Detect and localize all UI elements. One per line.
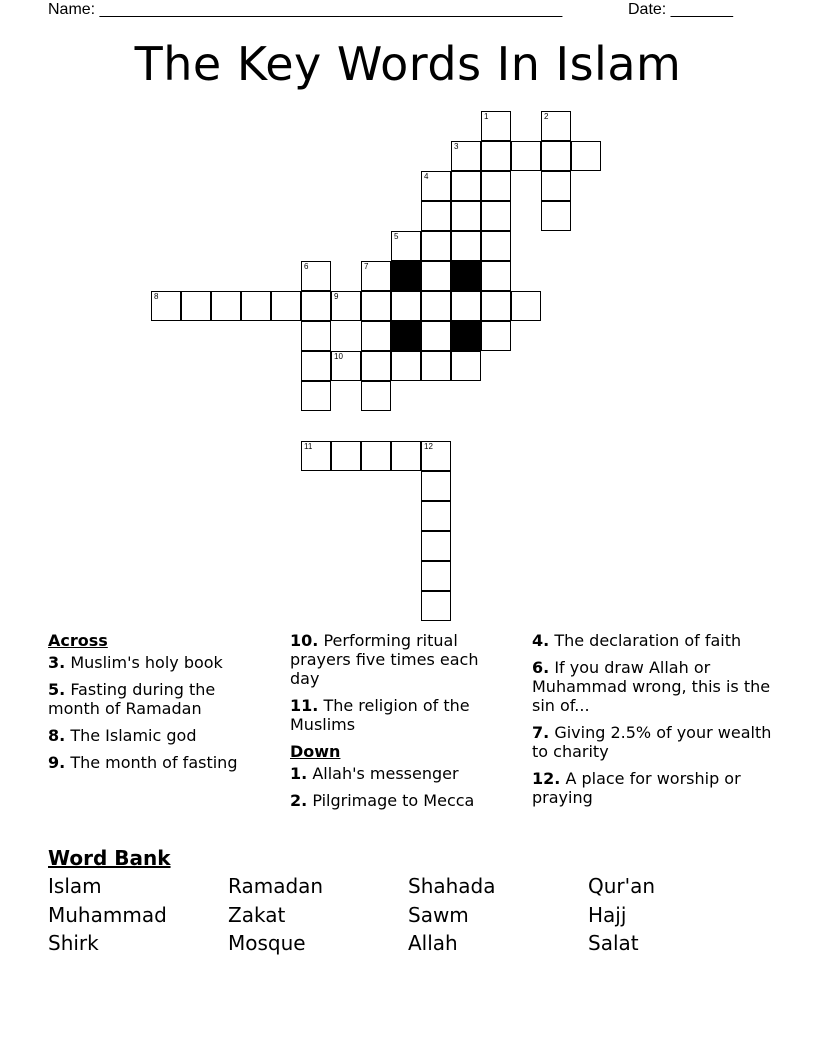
grid-cell[interactable]	[421, 351, 451, 381]
cell-number: 12	[424, 442, 433, 451]
grid-cell[interactable]	[421, 321, 451, 351]
grid-cell[interactable]	[301, 321, 331, 351]
cell-number: 10	[334, 352, 343, 361]
grid-cell[interactable]	[511, 291, 541, 321]
clue-number: 6.	[532, 658, 550, 677]
grid-cell[interactable]	[301, 441, 331, 471]
word-bank-item: Salat	[588, 931, 639, 955]
clue-text: The declaration of faith	[554, 631, 742, 650]
grid-cell[interactable]	[481, 231, 511, 261]
cell-number: 3	[454, 142, 459, 151]
grid-cell[interactable]	[421, 441, 451, 471]
grid-cell[interactable]	[421, 231, 451, 261]
clue-number: 9.	[48, 753, 66, 772]
grid-cell[interactable]	[481, 171, 511, 201]
clue-down-4	[532, 631, 772, 650]
clues-column-1	[48, 631, 270, 780]
cell-number: 8	[154, 292, 159, 301]
clue-text: Muslim's holy book	[70, 653, 223, 672]
clue-text: Pilgrimage to Mecca	[312, 791, 475, 810]
clue-text: Giving 2.5% of your wealth to charity	[532, 723, 772, 761]
clue-text: Fasting during the month of Ramadan	[48, 680, 216, 718]
grid-cell[interactable]	[541, 171, 571, 201]
grid-cell[interactable]	[481, 291, 511, 321]
clue-number: 8.	[48, 726, 66, 745]
clue-down-2	[290, 791, 512, 810]
grid-cell[interactable]	[361, 351, 391, 381]
grid-cell[interactable]	[451, 231, 481, 261]
cell-number: 4	[424, 172, 429, 181]
clue-number: 3.	[48, 653, 66, 672]
word-bank-item: Hajj	[588, 902, 627, 927]
clue-text: The Islamic god	[70, 726, 197, 745]
word-bank-item: Zakat	[228, 902, 286, 927]
grid-cell[interactable]	[421, 201, 451, 231]
grid-cell[interactable]	[391, 291, 421, 321]
clue-across-11	[290, 696, 512, 734]
name-field-label: Name: ____________________________________________________	[48, 1, 563, 18]
grid-cell[interactable]	[481, 141, 511, 171]
grid-cell[interactable]	[211, 291, 241, 321]
grid-cell[interactable]	[481, 201, 511, 231]
clue-number: 7.	[532, 723, 550, 742]
grid-cell[interactable]	[421, 591, 451, 621]
clue-down-7	[532, 723, 772, 761]
down-heading: Down	[290, 742, 341, 761]
clue-text: Performing ritual prayers five times each day	[290, 631, 479, 688]
grid-cell[interactable]	[421, 471, 451, 501]
clue-number: 11.	[290, 696, 319, 715]
clue-number: 12.	[532, 769, 561, 788]
grid-cell[interactable]	[391, 441, 421, 471]
clue-across-5	[48, 680, 270, 718]
word-bank-item: Qur'an	[588, 874, 656, 898]
blocked-cell	[451, 261, 481, 291]
grid-cell[interactable]	[451, 351, 481, 381]
cell-number: 11	[304, 442, 313, 451]
grid-cell[interactable]	[421, 561, 451, 591]
clues-column-3	[532, 631, 772, 815]
word-bank-title: Word Bank	[48, 846, 171, 870]
grid-cell[interactable]	[421, 171, 451, 201]
word-bank-item: Mosque	[228, 931, 306, 955]
grid-cell[interactable]	[541, 141, 571, 171]
clue-number: 5.	[48, 680, 66, 699]
grid-cell[interactable]	[301, 261, 331, 291]
grid-cell[interactable]	[301, 351, 331, 381]
date-field-label: Date: _______	[628, 1, 733, 18]
blocked-cell	[451, 321, 481, 351]
word-bank-item: Islam	[48, 874, 102, 898]
word-bank-item: Sawm	[408, 902, 469, 927]
grid-cell[interactable]	[481, 321, 511, 351]
grid-cell[interactable]	[481, 111, 511, 141]
clue-down-1	[290, 764, 512, 783]
blocked-cell	[391, 321, 421, 351]
cell-number: 5	[394, 232, 399, 241]
clues-column-2	[290, 631, 512, 818]
clue-text: The month of fasting	[70, 753, 238, 772]
grid-cell[interactable]	[301, 381, 331, 411]
grid-cell[interactable]	[511, 141, 541, 171]
clue-across-8	[48, 726, 270, 745]
grid-cell[interactable]	[241, 291, 271, 321]
across-heading: Across	[48, 631, 108, 650]
grid-cell[interactable]	[451, 141, 481, 171]
grid-cell[interactable]	[301, 291, 331, 321]
page-title: The Key Words In Islam	[134, 37, 682, 91]
grid-cell[interactable]	[361, 261, 391, 291]
clue-across-3	[48, 653, 270, 672]
grid-cell[interactable]	[331, 441, 361, 471]
blocked-cell	[391, 261, 421, 291]
grid-cell[interactable]	[481, 261, 511, 291]
cell-number: 7	[364, 262, 369, 271]
grid-cell[interactable]	[541, 111, 571, 141]
clue-text: A place for worship or praying	[532, 769, 741, 807]
word-bank-item: Ramadan	[228, 874, 324, 898]
cell-number: 2	[544, 112, 549, 121]
clue-text: If you draw Allah or Muhammad wrong, this is the sin of...	[532, 658, 771, 715]
clue-number: 10.	[290, 631, 319, 650]
grid-cell[interactable]	[421, 531, 451, 561]
grid-cell[interactable]	[541, 201, 571, 231]
grid-cell[interactable]	[331, 351, 361, 381]
word-bank-item: Shahada	[408, 874, 496, 898]
word-bank	[48, 872, 768, 958]
clue-down-12	[532, 769, 772, 807]
grid-cell[interactable]	[571, 141, 601, 171]
grid-cell[interactable]	[421, 291, 451, 321]
grid-cell[interactable]	[391, 231, 421, 261]
grid-cell[interactable]	[361, 321, 391, 351]
grid-cell[interactable]	[361, 291, 391, 321]
clue-text: The religion of the Muslims	[290, 696, 470, 734]
grid-cell[interactable]	[151, 291, 181, 321]
word-bank-item: Muhammad	[48, 902, 167, 927]
clue-down-6	[532, 658, 772, 715]
clue-number: 1.	[290, 764, 308, 783]
grid-cell[interactable]	[361, 381, 391, 411]
clue-across-9	[48, 753, 270, 772]
grid-cell[interactable]	[391, 351, 421, 381]
grid-cell[interactable]	[271, 291, 301, 321]
grid-cell[interactable]	[421, 261, 451, 291]
grid-cell[interactable]	[451, 201, 481, 231]
grid-cell[interactable]	[451, 291, 481, 321]
grid-cell[interactable]	[181, 291, 211, 321]
clue-text: Allah's messenger	[312, 764, 459, 783]
grid-cell[interactable]	[361, 441, 391, 471]
cell-number: 9	[334, 292, 339, 301]
word-bank-item: Allah	[408, 931, 458, 955]
clue-number: 4.	[532, 631, 550, 650]
grid-cell[interactable]	[421, 501, 451, 531]
grid-cell[interactable]	[331, 291, 361, 321]
word-bank-item: Shirk	[48, 931, 99, 955]
clue-across-10	[290, 631, 512, 688]
grid-cell[interactable]	[451, 171, 481, 201]
clue-number: 2.	[290, 791, 308, 810]
cell-number: 6	[304, 262, 309, 271]
cell-number: 1	[484, 112, 489, 121]
